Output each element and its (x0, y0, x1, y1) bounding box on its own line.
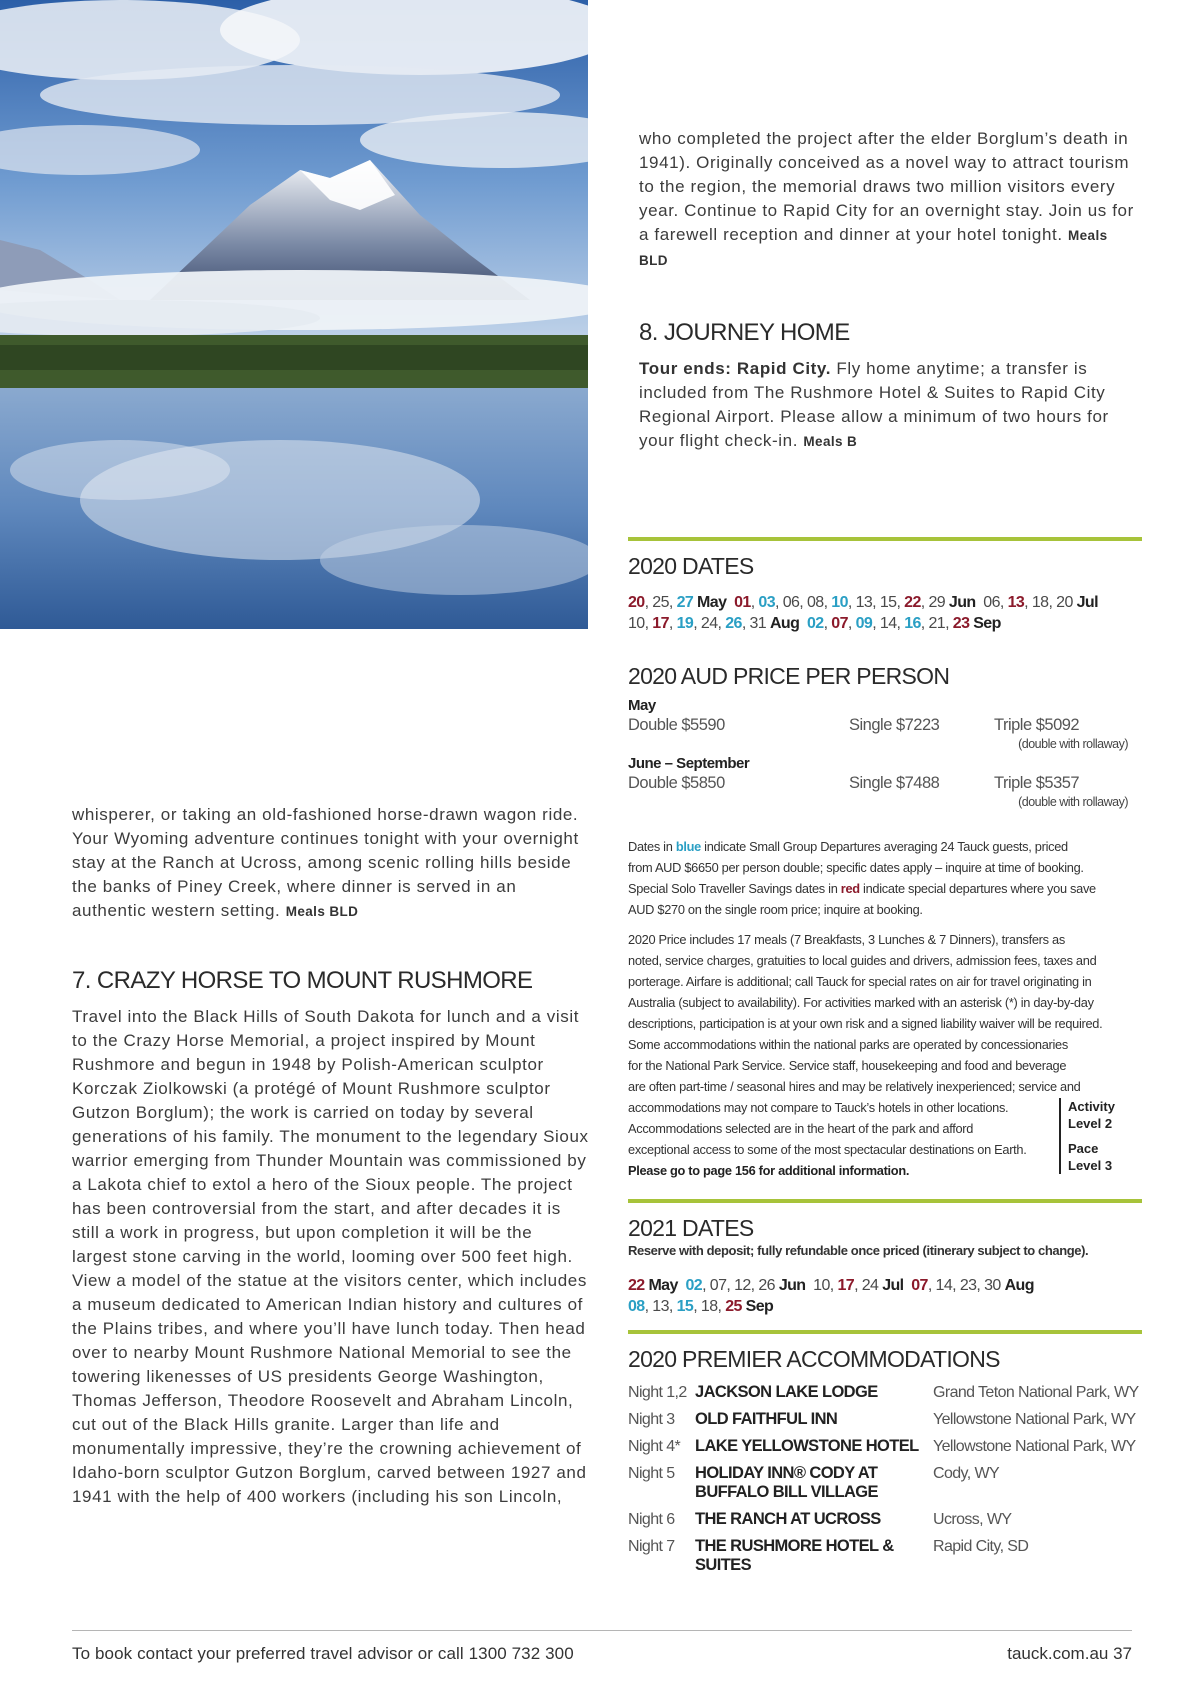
date-blue: 27 (676, 594, 694, 611)
accommodation-place: Rapid City, SD (933, 1538, 1029, 1555)
date-blue: 10 (831, 594, 848, 611)
journey-lead: Tour ends: Rapid City. (639, 359, 832, 378)
date-red: 07 (911, 1277, 928, 1294)
journey-home-paragraph (639, 357, 1139, 454)
date-text: , 21, (920, 615, 953, 632)
date-text: 06, (975, 594, 1008, 611)
date-mon: Sep (741, 1298, 774, 1315)
inclusion-line: exceptional access to some of the most spectacular destinations on Earth. (628, 1142, 1027, 1157)
inclusion-line: porterage. Airfare is additional; call Tauck for special rates on air for travel originating in (628, 974, 1092, 989)
pace-level: Level 3 (1068, 1158, 1113, 1173)
accommodation-night: Night 5 (628, 1465, 675, 1482)
date-blue: 02 (806, 615, 824, 632)
accommodation-place: Yellowstone National Park, WY (933, 1438, 1136, 1455)
price-jun-note: (double with rollaway) (1018, 795, 1128, 809)
accommodation-row (628, 1383, 1148, 1410)
date-red: 25 (725, 1298, 742, 1315)
price-may-double: Double $5590 (628, 716, 725, 734)
note-line (628, 836, 1096, 857)
divider-rule (628, 537, 1142, 541)
price-jun-label: June – September (628, 755, 750, 772)
dates-2021-reserve-note: Reserve with deposit; fully refundable once priced (itinerary subject to change). (628, 1243, 1089, 1258)
date-red: 23 (952, 615, 970, 632)
inclusion-line: descriptions, participation is at your own risk and a signed liability waiver will be required. (628, 1016, 1103, 1031)
accommodation-row (628, 1410, 1148, 1437)
inclusion-line: for the National Park Service. Service staff, housekeeping and food and beverage (628, 1058, 1067, 1073)
date-text: , (823, 615, 832, 632)
crazy-horse-paragraph: Travel into the Black Hills of South Dakota for lunch and a visit to the Crazy Horse Memorial, a project inspired by Mount Rushmore and begun in 1948 by Polish-American sculptor Korczak Ziolkowski (a protégé of Mount Rushmore sculptor Gutzon Borglum); the work is carried on today by several generations of his family. The monument to the legendary Sioux warrior emerging from Thunder Mountain was commissioned by a Lakota chief to extol a hero of the Sioux people. The project has been controversial from the start, and after decades it is still a work in progress, but upon completion it will be the largest stone carving in the world, looming over 500 feet high. View a model of the statue at the visitors center, which includes a museum dedicated to American Indian history and cultures of the Plains tribes, and where you’ll have lunch today. Then head over to nearby Mount Rushmore National Memorial to see the towering likenesses of US presidents George Washington, Thomas Jefferson, Theodore Roosevelt and Abraham Lincoln, cut out of the Black Hills granite. Larger than life and monumentally impressive, they’re the crowning achievement of Idaho-born sculptor Gutzon Borglum, carved between 1927 and 1941 with the help of 400 workers (including his son Lincoln, (72, 1007, 589, 1506)
inclusion-line: 2020 Price includes 17 meals (7 Breakfasts, 3 Lunches & 7 Dinners), transfers as (628, 932, 1065, 947)
top-paragraph (639, 127, 1139, 273)
date-blue: 02 (685, 1277, 703, 1294)
price-jun-row (628, 774, 1138, 795)
price-jun-single: Single $7488 (849, 774, 940, 792)
date-text: , 07, 12, 26 (702, 1277, 779, 1294)
note-text: indicate Small Group Departures averaging 24 Tauck guests, priced (700, 839, 1068, 854)
accommodation-hotel: LAKE YELLOWSTONE HOTEL (695, 1437, 919, 1455)
top-paragraph-text: who completed the project after the elder Borglum’s death in 1941). Originally conceived as a novel way to attract tourism to the region, the memorial draws two million visitors every year. Continue to Rapid City for an overnight stay. Join us for a farewell reception and dinner at your hotel tonight. (639, 129, 1134, 244)
date-text: 10, (805, 1277, 838, 1294)
date-text (799, 615, 807, 632)
price-may-single: Single $7223 (849, 716, 940, 734)
footer-booking-text: To book contact your preferred travel advisor or call 1300 732 300 (72, 1644, 574, 1663)
price-jun-double: Double $5850 (628, 774, 725, 792)
note-blue-word: blue (675, 839, 701, 854)
accommodation-night: Night 4* (628, 1438, 681, 1455)
date-blue: 08 (628, 1298, 645, 1315)
note-text: Special Solo Traveller Savings dates in (628, 881, 841, 896)
note-text: Dates in (628, 839, 676, 854)
dates-2021-line-1 (628, 1275, 1148, 1296)
date-red: 07 (831, 615, 848, 632)
footer-divider (72, 1630, 1132, 1631)
date-red: 01 (734, 594, 751, 611)
inclusion-line: Australia (subject to availability). For activities marked with an asterisk (*) in day-by-day (628, 995, 1094, 1010)
pace-label: Pace (1068, 1141, 1099, 1156)
dates-2021-list (628, 1275, 1148, 1317)
date-text: , 06, 08, (775, 594, 832, 611)
journey-text: Fly home anytime; a transfer is included from The Rushmore Hotel & Suites to Rapid City Regional Airport. Please allow a minimum of two hours for your flight check-in. (639, 359, 1109, 450)
date-text: , 31 (741, 615, 770, 632)
date-blue: 15 (676, 1298, 694, 1315)
price-table (628, 697, 1138, 813)
accommodation-hotel: OLD FAITHFUL INN (695, 1410, 838, 1428)
date-text: , 18, 20 (1024, 594, 1077, 611)
accommodation-place: Grand Teton National Park, WY (933, 1384, 1139, 1401)
top-meals: Meals BLD (639, 228, 1108, 268)
date-mon: Aug (769, 615, 800, 632)
dates-2021-heading: 2021 DATES (628, 1215, 754, 1241)
date-blue: 03 (758, 594, 775, 611)
date-mon: May (693, 594, 727, 611)
date-red: 13 (1007, 594, 1025, 611)
accommodation-night: Night 1,2 (628, 1384, 687, 1401)
dates-2020-line-2 (628, 613, 1148, 634)
price-may-row (628, 716, 1138, 737)
left-paragraph (72, 803, 592, 924)
divider-rule (628, 1199, 1142, 1203)
price-heading: 2020 AUD PRICE PER PERSON (628, 663, 950, 689)
date-red: 17 (837, 1277, 855, 1294)
divider-rule (628, 1330, 1142, 1334)
accommodation-hotel: THE RANCH AT UCROSS (695, 1510, 881, 1528)
accommodation-place: Cody, WY (933, 1465, 1000, 1482)
left-meals: Meals BLD (285, 904, 359, 919)
date-mon: Jun (778, 1277, 806, 1294)
date-blue: 16 (904, 615, 921, 632)
date-text: , 13, 15, (847, 594, 905, 611)
inclusion-line: are often part-time / seasonal hires and may be relatively inexperienced; service and (628, 1079, 1081, 1094)
crazy-horse-heading: 7. CRAZY HORSE TO MOUNT RUSHMORE (72, 967, 533, 994)
dates-2020-heading: 2020 DATES (628, 553, 754, 579)
date-mon: Jun (948, 594, 976, 611)
inclusion-line: noted, service charges, gratuities to local guides and drivers, admission fees, taxes and (628, 953, 1097, 968)
hero-mountain-lake-image (0, 0, 588, 629)
inclusion-line: accommodations may not compare to Tauck’s hotels in other locations. (628, 1100, 1009, 1115)
accommodation-hotel: HOLIDAY INN® CODY AT BUFFALO BILL VILLAGE (695, 1464, 878, 1501)
note-red-word: red (840, 881, 860, 896)
price-may-note: (double with rollaway) (1018, 737, 1128, 751)
date-text: , (668, 615, 677, 632)
dates-2021-line-2 (628, 1296, 1148, 1317)
accommodation-hotel: THE RUSHMORE HOTEL & SUITES (695, 1537, 894, 1574)
accommodations-heading: 2020 PREMIER ACCOMMODATIONS (628, 1346, 1000, 1372)
date-text: , (750, 594, 759, 611)
date-text: , 24 (854, 1277, 883, 1294)
date-mon: Aug (1004, 1277, 1034, 1294)
price-may-label: May (628, 697, 656, 714)
journey-home-heading: 8. JOURNEY HOME (639, 319, 850, 346)
accommodation-row (628, 1464, 1148, 1510)
journey-meals: Meals B (803, 434, 858, 449)
footer-site-page: tauck.com.au 37 (1007, 1644, 1132, 1663)
accommodation-row (628, 1510, 1148, 1537)
spacer (1068, 1132, 1115, 1140)
note-line (628, 878, 1096, 899)
date-text: 10, (628, 615, 653, 632)
accommodations-list (628, 1383, 1148, 1583)
note-text: indicate special departures where you save (859, 881, 1096, 896)
departure-notes (628, 836, 1096, 920)
date-red: 22 (904, 594, 921, 611)
accommodation-night: Night 6 (628, 1511, 675, 1528)
left-paragraph-text: whisperer, or taking an old-fashioned horse-drawn wagon ride. Your Wyoming adventure continues tonight with your overnight stay at the Ranch at Ucross, among scenic rolling hills beside the banks of Piney Creek, where dinner is served in an authentic western setting. (72, 805, 579, 920)
price-jun-triple: Triple $5357 (994, 774, 1080, 792)
date-text (726, 594, 734, 611)
date-mon: Jul (1076, 594, 1098, 611)
date-mon: Sep (969, 615, 1001, 632)
page-reference: Please go to page 156 for additional information. (628, 1163, 910, 1178)
date-text: , 13, (644, 1298, 677, 1315)
activity-pace-box (1059, 1098, 1115, 1174)
note-line: AUD $270 on the single room price; inquire at booking. (628, 902, 923, 917)
inclusion-line: Accommodations selected are in the heart of the park and afford (628, 1121, 974, 1136)
date-red: 22 (628, 1277, 645, 1294)
price-inclusions (628, 929, 1102, 1181)
date-blue: 09 (855, 615, 873, 632)
date-text: , 14, (872, 615, 905, 632)
dates-2020-line-1 (628, 592, 1148, 613)
price-may-triple: Triple $5092 (994, 716, 1080, 734)
date-text: , 29 (920, 594, 949, 611)
date-blue: 19 (676, 615, 694, 632)
accommodation-place: Ucross, WY (933, 1511, 1012, 1528)
accommodation-night: Night 7 (628, 1538, 675, 1555)
inclusion-line: Some accommodations within the national parks are operated by concessionaries (628, 1037, 1068, 1052)
accommodation-row (628, 1437, 1148, 1464)
accommodation-hotel: JACKSON LAKE LODGE (695, 1383, 878, 1401)
date-text: , 25, (644, 594, 677, 611)
activity-level: Level 2 (1068, 1116, 1113, 1131)
date-blue: 26 (725, 615, 742, 632)
note-line: from AUD $6650 per person double; specific dates apply – inquire at time of booking. (628, 860, 1084, 875)
date-text: , 18, (693, 1298, 726, 1315)
date-text: , 14, 23, 30 (927, 1277, 1005, 1294)
date-text: , (847, 615, 856, 632)
accommodation-place: Yellowstone National Park, WY (933, 1411, 1136, 1428)
dates-2020-list (628, 592, 1148, 634)
date-red: 17 (652, 615, 669, 632)
accommodation-night: Night 3 (628, 1411, 675, 1428)
date-mon: Jul (882, 1277, 904, 1294)
date-red: 20 (628, 594, 645, 611)
date-text: , 24, (693, 615, 726, 632)
accommodation-row (628, 1537, 1148, 1583)
date-mon: May (644, 1277, 678, 1294)
activity-label: Activity (1068, 1099, 1115, 1114)
